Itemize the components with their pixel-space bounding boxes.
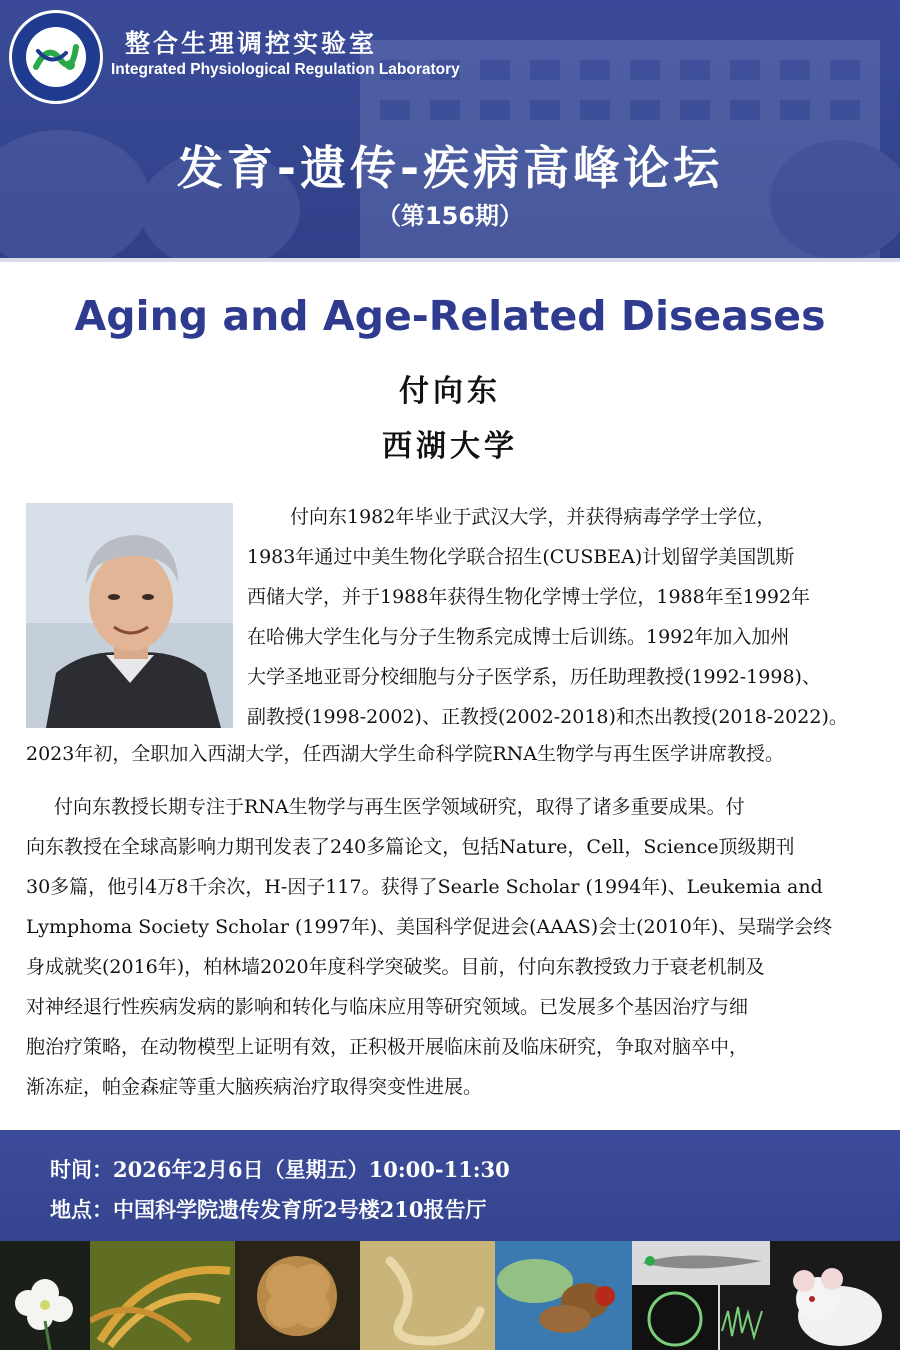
mouse-image: [770, 1241, 900, 1350]
research-line-1: 付向东教授长期专注于RNA生物学与再生医学领域研究，取得了诸多重要成果。付: [54, 796, 745, 818]
bio-line-2: 1983年通过中美生物化学联合招生(CUSBEA)计划留学美国凯斯: [247, 546, 795, 568]
banner-divider: [0, 258, 900, 262]
research-line-8: 渐冻症，帕金森症等重大脑疾病治疗取得突变性进展。: [26, 1076, 483, 1098]
embryo-image: [235, 1241, 360, 1350]
institute-logo: [9, 10, 103, 104]
dna-emblem-icon: [32, 37, 80, 77]
research-line-6: 对神经退行性疾病发病的影响和转化与临床应用等研究领域。已发展多个基因治疗与细: [26, 996, 749, 1018]
bio-line-4: 在哈佛大学生化与分子生物系完成博士后训练。1992年加入加州: [247, 626, 790, 648]
bio-line-7: 2023年初，全职加入西湖大学，任西湖大学生命科学院RNA生物学与再生医学讲席教授。: [26, 743, 785, 765]
speaker-name: 付向东: [399, 374, 501, 409]
event-location: 地点：中国科学院遗传发育所2号楼210报告厅: [50, 1197, 487, 1222]
research-line-4: Lymphoma Society Scholar (1997年)、美国科学促进会(AAAS)会士(2010年)、吴瑞学会终: [26, 916, 833, 938]
talk-title: Aging and Age-Related Diseases: [74, 292, 826, 340]
event-info-footer: [0, 1130, 900, 1241]
fruit-fly-image: [495, 1241, 632, 1350]
bio-line-6: 副教授(1998-2002)、正教授(2002-2018)和杰出教授(2018-2022)。: [247, 706, 848, 728]
research-line-7: 胞治疗策略，在动物模型上证明有效，正积极开展临床前及临床研究，争取对脑卒中，: [26, 1036, 749, 1058]
rice-plant-image: [90, 1241, 235, 1350]
research-line-2: 向东教授在全球高影响力期刊发表了240多篇论文，包括Nature，Cell，Science顶级期刊: [26, 836, 795, 858]
speaker-photo: [26, 503, 233, 728]
forum-title: 发育-遗传-疾病高峰论坛: [176, 141, 724, 195]
header-banner: [0, 0, 900, 262]
lab-name-en: Integrated Physiological Regulation Laboratory: [111, 61, 460, 78]
speaker-affiliation: 西湖大学: [382, 429, 518, 464]
bio-line-3: 西储大学，并于1988年获得生物化学博士学位，1988年至1992年: [247, 586, 811, 608]
event-time: 时间：2026年2月6日（星期五）10:00-11:30: [50, 1157, 510, 1182]
zebrafish-image: [632, 1241, 770, 1350]
bio-line-1: 付向东1982年毕业于武汉大学，并获得病毒学学士学位，: [290, 506, 776, 528]
forum-issue: （第156期）: [376, 202, 524, 230]
c-elegans-worm-image: [360, 1241, 495, 1350]
research-line-5: 身成就奖(2016年)，柏林墙2020年度科学突破奖。目前，付向东教授致力于衰老机制及: [26, 956, 765, 978]
arabidopsis-flower-image: [0, 1241, 90, 1350]
bio-line-5: 大学圣地亚哥分校细胞与分子医学系，历任助理教授(1992-1998)、: [247, 666, 821, 688]
model-organism-strip: [0, 1241, 900, 1350]
research-line-3: 30多篇，他引4万8千余次，H-因子117。获得了Searle Scholar (1994年)、Leukemia and: [26, 876, 823, 898]
lab-name-cn: 整合生理调控实验室: [125, 29, 378, 58]
